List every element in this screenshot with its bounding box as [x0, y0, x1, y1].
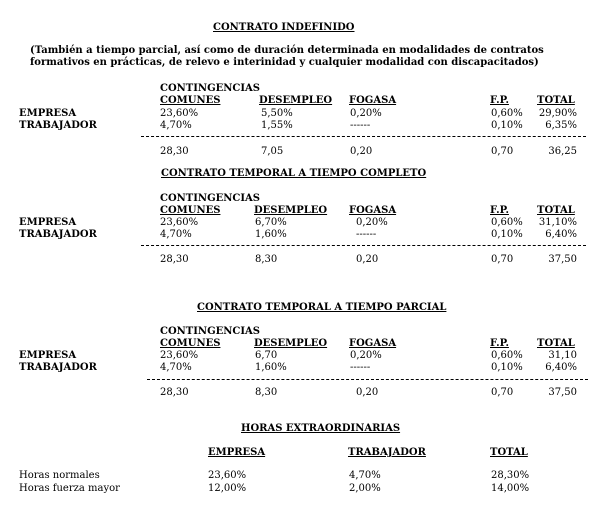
group-label: CONTINGENCIAS [160, 326, 260, 337]
cell: 23,60% [160, 350, 199, 361]
cell: 4,70% [160, 120, 192, 131]
cell: 1,60% [255, 229, 287, 240]
cell-total: 31,10% [538, 217, 577, 228]
section-title-indefinido: CONTRATO INDEFINIDO [213, 22, 355, 33]
col-header-fp: F.P. [490, 205, 509, 216]
dashed-divider [147, 379, 588, 380]
col-header-fogasa: FOGASA [349, 205, 397, 216]
total-cell: 0,20 [356, 387, 379, 398]
dashed-divider [141, 245, 586, 246]
cell: 0,60% [491, 217, 523, 228]
col-header-total: TOTAL [537, 338, 575, 349]
col-header-desempleo: DESEMPLEO [259, 95, 333, 106]
col-header-fogasa: FOGASA [349, 338, 397, 349]
cell: 14,00% [491, 483, 530, 494]
total-cell: 0,70 [491, 254, 514, 265]
cell: 1,60% [255, 362, 287, 373]
cell: 0,60% [491, 350, 523, 361]
row-label-horas-fuerza-mayor: Horas fuerza mayor [19, 483, 120, 494]
total-cell: 0,70 [491, 146, 514, 157]
cell: 0,20% [350, 350, 382, 361]
cell: 6,70 [255, 350, 278, 361]
cell-total: 31,10 [548, 350, 577, 361]
cell-total: 29,90% [538, 108, 577, 119]
cell: 0,10% [491, 362, 523, 373]
section-title-temporal-completo: CONTRATO TEMPORAL A TIEMPO COMPLETO [161, 168, 427, 179]
cell: 0,60% [491, 108, 523, 119]
total-cell: 28,30 [160, 254, 189, 265]
col-header-total: TOTAL [537, 95, 575, 106]
total-cell: 0,20 [350, 146, 373, 157]
section-title-horas-extra: HORAS EXTRAORDINARIAS [241, 423, 401, 434]
row-label-horas-normales: Horas normales [19, 470, 100, 481]
total-cell: 28,30 [160, 146, 189, 157]
col-header-total: TOTAL [490, 447, 528, 458]
total-cell: 8,30 [255, 254, 278, 265]
cell: 23,60% [208, 470, 247, 481]
col-header-trabajador: TRABAJADOR [348, 447, 426, 458]
total-cell: 28,30 [160, 387, 189, 398]
row-label-empresa: EMPRESA [19, 217, 77, 228]
cell: 4,70% [349, 470, 381, 481]
col-header-comunes: COMUNES [160, 205, 221, 216]
cell: 28,30% [491, 470, 530, 481]
cell: 4,70% [160, 362, 192, 373]
section-title-temporal-parcial: CONTRATO TEMPORAL A TIEMPO PARCIAL [197, 302, 447, 313]
total-cell: 0,20 [356, 254, 379, 265]
row-label-empresa: EMPRESA [19, 350, 77, 361]
cell: 1,55% [261, 120, 293, 131]
col-header-fogasa: FOGASA [349, 95, 397, 106]
cell: ------ [350, 362, 371, 373]
cell-total: 6,35% [545, 120, 577, 131]
cell: 23,60% [160, 108, 199, 119]
row-label-empresa: EMPRESA [19, 108, 77, 119]
col-header-desempleo: DESEMPLEO [254, 338, 328, 349]
cell: ------ [350, 120, 371, 131]
total-cell: 8,30 [255, 387, 278, 398]
col-header-fp: F.P. [490, 338, 509, 349]
row-label-trabajador: TRABAJADOR [19, 362, 97, 373]
cell: 4,70% [160, 229, 192, 240]
col-header-empresa: EMPRESA [208, 447, 266, 458]
cell: 0,20% [350, 108, 382, 119]
col-header-comunes: COMUNES [160, 95, 221, 106]
col-header-comunes: COMUNES [160, 338, 221, 349]
section-note: (También a tiempo parcial, así como de duración determinada en modalidades de contratos formativos en prácticas, de relevo e interinidad y cualquier modalidad con discapacitados) [30, 45, 544, 68]
cell-total: 6,40% [545, 229, 577, 240]
cell: 12,00% [208, 483, 247, 494]
group-label: CONTINGENCIAS [160, 83, 260, 94]
dashed-divider [141, 136, 586, 137]
total-cell: 7,05 [261, 146, 284, 157]
total-cell: 0,70 [491, 387, 514, 398]
total-cell: 37,50 [548, 387, 577, 398]
total-cell: 37,50 [548, 254, 577, 265]
cell: 2,00% [349, 483, 381, 494]
cell: 0,10% [491, 120, 523, 131]
col-header-total: TOTAL [537, 205, 575, 216]
row-label-trabajador: TRABAJADOR [19, 229, 97, 240]
cell: 5,50% [261, 108, 293, 119]
cell: 0,10% [491, 229, 523, 240]
group-label: CONTINGENCIAS [160, 193, 260, 204]
cell-total: 6,40% [545, 362, 577, 373]
cell: ------ [356, 229, 377, 240]
row-label-trabajador: TRABAJADOR [19, 120, 97, 131]
cell: 0,20% [356, 217, 388, 228]
col-header-fp: F.P. [490, 95, 509, 106]
cell: 6,70% [255, 217, 287, 228]
cell: 23,60% [160, 217, 199, 228]
col-header-desempleo: DESEMPLEO [254, 205, 328, 216]
total-cell: 36,25 [548, 146, 577, 157]
